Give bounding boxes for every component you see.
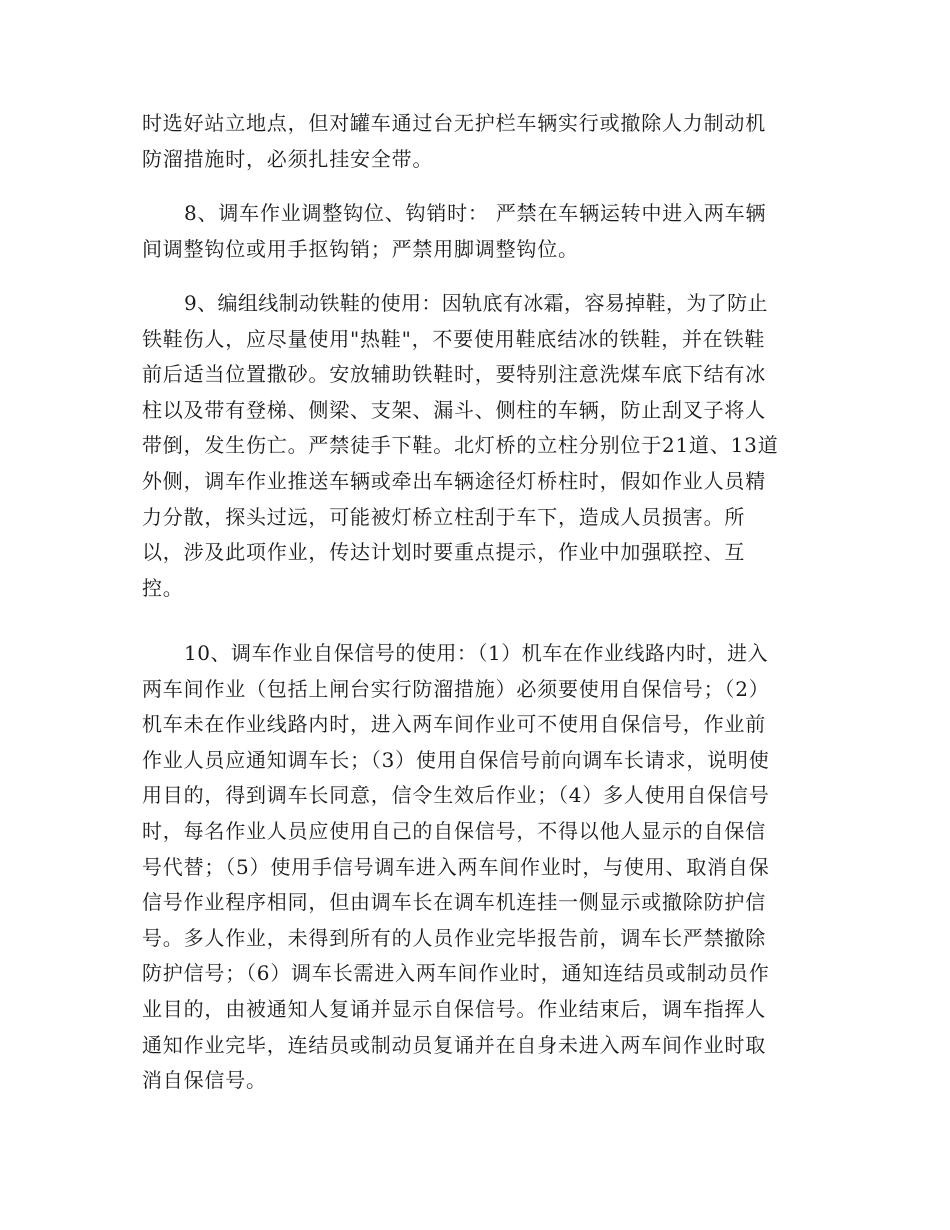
text-line: 业目的，由被通知人复诵并显示自保信号。作业结束后，调车指挥人 bbox=[142, 996, 766, 1021]
text-line: 用目的，得到调车长同意，信令生效后作业；（4）多人使用自保信号 bbox=[142, 783, 770, 808]
text-line: 时选好站立地点，但对罐车通过台无护栏车辆实行或撤除人力制动机 bbox=[142, 111, 766, 135]
text-line: 消自保信号。 bbox=[142, 1068, 267, 1093]
text-line: 信号作业程序相同，但由调车长在调车机连挂一侧显示或撤除防护信 bbox=[142, 890, 766, 915]
text-line: 带倒，发生伤亡。严禁徒手下鞋。北灯桥的立柱分别位于21道、13道 bbox=[142, 433, 779, 458]
text-line: 9、编组线制动铁鞋的使用：因轨底有冰霜，容易掉鞋，为了防止 bbox=[184, 291, 768, 315]
text-line: 机车未在作业线路内时，进入两车间作业可不使用自保信号，作业前 bbox=[142, 712, 766, 737]
text-line: 两车间作业（包括上闸台实行防溜措施）必须要使用自保信号；（2） bbox=[142, 676, 770, 701]
text-line: 8、调车作业调整钩位、钩销时： 严禁在车辆运转中进入两车辆 bbox=[184, 201, 767, 225]
text-line: 控。 bbox=[142, 575, 184, 600]
paragraph-continuation bbox=[142, 106, 807, 177]
text-line: 号代替；（5）使用手信号调车进入两车间作业时，与使用、取消自保 bbox=[142, 854, 770, 879]
text-line: 外侧，调车作业推送车辆或牵出车辆途径灯桥柱时，假如作业人员精 bbox=[142, 468, 766, 493]
text-line: 防护信号；（6）调车长需进入两车间作业时，通知连结员或制动员作 bbox=[142, 961, 770, 986]
text-line: 通知作业完毕，连结员或制动员复诵并在自身未进入两车间作业时取 bbox=[142, 1032, 766, 1057]
text-line: 以，涉及此项作业，传达计划时要重点提示，作业中加强联控、互 bbox=[142, 540, 746, 565]
text-line: 前后适当位置撒砂。安放辅助铁鞋时，要特别注意洗煤车底下结有冰 bbox=[142, 362, 766, 387]
text-line: 号。多人作业，未得到所有的人员作业完毕报告前，调车长严禁撤除 bbox=[142, 925, 766, 950]
text-line: 防溜措施时，必须扎挂安全带。 bbox=[142, 146, 434, 171]
paragraph-item-9 bbox=[142, 286, 810, 606]
text-line: 柱以及带有登梯、侧梁、支架、漏斗、侧柱的车辆，防止刮叉子将人 bbox=[142, 397, 766, 422]
text-line: 铁鞋伤人，应尽量使用"热鞋"，不要使用鞋底结冰的铁鞋，并在铁鞋 bbox=[142, 326, 766, 351]
paragraph-item-10 bbox=[142, 636, 810, 1099]
text-line: 作业人员应通知调车长；（3）使用自保信号前向调车长请求，说明使 bbox=[142, 747, 770, 772]
text-line: 10、调车作业自保信号的使用：（1）机车在作业线路内时，进入 bbox=[184, 641, 769, 665]
paragraph-item-8 bbox=[142, 196, 810, 267]
text-line: 间调整钩位或用手抠钩销；严禁用脚调整钩位。 bbox=[142, 236, 579, 261]
text-line: 力分散，探头过远，可能被灯桥立柱刮于车下，造成人员损害。所 bbox=[142, 504, 746, 529]
text-line: 时，每名作业人员应使用自己的自保信号，不得以他人显示的自保信 bbox=[142, 818, 766, 843]
